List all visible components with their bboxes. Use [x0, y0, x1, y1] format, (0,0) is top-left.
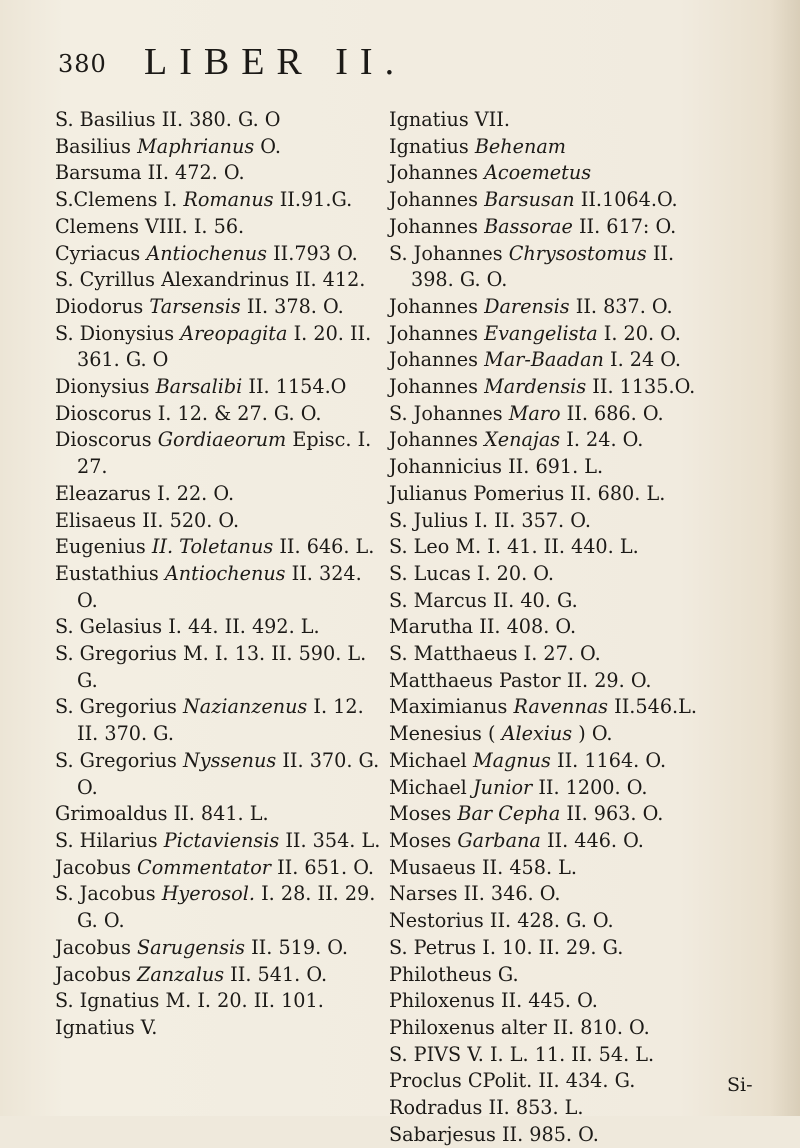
entry-references: II. 680. L. — [570, 481, 666, 505]
entry-references: II. 853. L. — [488, 1096, 584, 1120]
index-entry — [55, 401, 385, 428]
page-number: 380 — [58, 50, 107, 78]
entry-name: S.Clemens I. — [55, 188, 178, 212]
entry-references: O. — [260, 134, 281, 158]
entry-references: II. 324. O. — [77, 561, 362, 612]
entry-epithet: Tarsensis — [149, 294, 241, 318]
entry-references: II.793 O. — [273, 241, 358, 265]
index-entry — [55, 241, 385, 268]
entry-references: II. 472. O. — [147, 161, 245, 185]
entry-epithet: Barsalibi — [155, 375, 243, 399]
entry-name: Jacobus — [55, 962, 131, 986]
index-entry — [389, 908, 719, 935]
index-entry — [55, 614, 385, 641]
index-entry — [55, 641, 385, 694]
entry-name: Johannes — [389, 161, 478, 185]
entry-name: Johannicius — [389, 455, 502, 479]
index-entry — [55, 561, 385, 614]
entry-name: S. Gregorius — [55, 695, 177, 719]
index-entry — [389, 481, 719, 508]
entry-name: S. Gelasius — [55, 615, 163, 639]
entry-references: II. 446. O. — [546, 828, 644, 852]
index-entry — [389, 694, 719, 721]
entry-epithet: Nazianzenus — [182, 695, 308, 719]
entry-epithet: Chrysostomus — [508, 241, 647, 265]
index-entry — [55, 107, 385, 134]
entry-name: Basilius — [55, 134, 132, 158]
entry-references: II. 841. L. — [173, 802, 269, 826]
index-entry — [389, 668, 719, 695]
entry-name: Johannes — [389, 188, 478, 212]
entry-references: I. 12. & 27. G. O. — [157, 401, 322, 425]
index-entry — [389, 401, 719, 428]
index-entry — [389, 588, 719, 615]
entry-name: Sabarjesus — [389, 1122, 496, 1146]
index-entry — [389, 347, 719, 374]
entry-name: Ignatius — [389, 134, 469, 158]
entry-references: I. 22. O. — [156, 481, 235, 505]
index-entry — [55, 534, 385, 561]
index-entry — [55, 481, 385, 508]
index-entry — [389, 1015, 719, 1042]
entry-references: II. 520. O. — [142, 508, 240, 532]
entry-references: II. 370. G. O. — [77, 748, 380, 799]
entry-name: Moses — [389, 828, 452, 852]
index-entry — [389, 828, 719, 855]
entry-epithet: Darensis — [484, 294, 570, 318]
entry-epithet: Areopagita — [180, 321, 288, 345]
entry-epithet: Bar Cepha — [457, 802, 561, 826]
entry-name: S. Johannes — [389, 401, 503, 425]
entry-name: Jacobus — [55, 935, 131, 959]
index-entry — [55, 801, 385, 828]
entry-references: ) O. — [578, 722, 613, 746]
index-entry — [55, 134, 385, 161]
entry-epithet: Nyssenus — [182, 748, 277, 772]
index-entry — [55, 187, 385, 214]
entry-name: S. Basilius — [55, 108, 156, 131]
entry-references: II. 354. L. — [285, 828, 381, 852]
entry-references: II. 1135.O. — [592, 375, 696, 399]
entry-name: S. Hilarius — [55, 828, 158, 852]
entry-name: Johannes — [389, 375, 478, 399]
index-entry — [55, 294, 385, 321]
index-entry — [55, 427, 385, 480]
entry-name: S. Dionysius — [55, 321, 175, 345]
entry-references: II. 519. O. — [251, 935, 348, 959]
index-entry — [389, 241, 719, 294]
entry-references: II. 617: O. — [578, 214, 677, 238]
entry-references: I. 12. II. 370. G. — [77, 695, 364, 746]
index-entry — [389, 294, 719, 321]
entry-references: G. — [497, 962, 519, 986]
entry-epithet: Acoemetus — [484, 161, 592, 185]
index-entry — [389, 214, 719, 241]
entry-name: Johannes — [389, 294, 478, 318]
index-entry — [55, 214, 385, 241]
entry-name: Rodradus — [389, 1096, 483, 1120]
entry-name: S. Lucas — [389, 561, 471, 585]
entry-references: II. 1154.O — [248, 375, 347, 399]
entry-references: II. 963. O. — [566, 802, 664, 826]
entry-references: II. 412. — [295, 268, 366, 292]
entry-epithet: Sarugensis — [137, 935, 245, 959]
entry-name: Eustathius — [55, 561, 159, 585]
index-entry — [55, 988, 385, 1015]
entry-name: Elisaeus — [55, 508, 137, 532]
index-entry — [389, 988, 719, 1015]
index-entry — [389, 962, 719, 989]
entry-name: Michael — [389, 748, 467, 772]
entry-name: Proclus CPolit. — [389, 1069, 533, 1093]
entry-epithet: Romanus — [183, 188, 274, 212]
index-entry — [389, 427, 719, 454]
entry-epithet: Pictaviensis — [163, 828, 280, 852]
entry-references: II.91.G. — [279, 188, 353, 212]
entry-epithet: Maphrianus — [137, 134, 255, 158]
entry-references: I. 28. II. 29. G. O. — [77, 882, 376, 933]
entry-name: Johannes — [389, 214, 478, 238]
entry-name: Dioscorus — [55, 428, 152, 452]
entry-references: I. 20. O. — [603, 321, 681, 345]
entry-epithet: Mar-Baadan — [484, 348, 604, 372]
entry-name: Clemens — [55, 214, 139, 238]
index-entry — [55, 160, 385, 187]
entry-name: S. Julius I. — [389, 508, 488, 532]
entry-epithet: Behenam — [474, 134, 566, 158]
entry-references: II. 541. O. — [230, 962, 328, 986]
index-entry — [389, 1068, 719, 1095]
entry-name: S. Leo M. — [389, 535, 482, 559]
entry-name: Maximianus — [389, 695, 508, 719]
index-entry — [389, 160, 719, 187]
entry-name: Menesius ( — [389, 722, 496, 746]
index-entry — [389, 614, 719, 641]
index-entry — [389, 134, 719, 161]
entry-name: S. Gregorius M. — [55, 642, 209, 666]
entry-name: Philoxenus alter — [389, 1015, 547, 1039]
entry-references: Episc. I. 27. — [77, 428, 372, 479]
entry-name: Barsuma — [55, 161, 142, 185]
entry-epithet: Alexius — [501, 722, 573, 746]
index-entry — [389, 775, 719, 802]
entry-name: Philotheus — [389, 962, 492, 986]
left-column — [55, 107, 385, 1042]
entry-epithet: Garbana — [457, 828, 541, 852]
entry-name: Nestorius — [389, 909, 484, 933]
entry-name: Ignatius VII. — [389, 108, 510, 131]
entry-name: Diodorus — [55, 294, 144, 318]
entry-references: II. 29. O. — [566, 668, 652, 692]
index-entry — [55, 748, 385, 801]
entry-references: I. 27. O. — [523, 642, 601, 666]
entry-name: Cyriacus — [55, 241, 141, 265]
entry-references: VIII. I. 56. — [145, 214, 245, 238]
index-entry — [389, 107, 719, 134]
index-entry — [389, 801, 719, 828]
entry-name: Eugenius — [55, 535, 146, 559]
entry-epithet: Mardensis — [484, 375, 587, 399]
right-column — [389, 107, 719, 1148]
entry-references: II. 346. O. — [463, 882, 561, 906]
entry-name: Dionysius — [55, 375, 150, 399]
index-entry — [389, 321, 719, 348]
entry-name: S. Petrus — [389, 935, 477, 959]
entry-references: II.1064.O. — [580, 188, 678, 212]
entry-references: I. 24. O. — [566, 428, 644, 452]
index-entry — [389, 881, 719, 908]
entry-name: Michael — [389, 775, 467, 799]
entry-references: II. 686. O. — [566, 401, 664, 425]
entry-references: I. 20. II. 101. — [197, 989, 324, 1013]
entry-name: Musaeus — [389, 855, 476, 879]
index-entry — [389, 721, 719, 748]
index-entry — [55, 962, 385, 989]
entry-references: II. 40. G. — [492, 588, 578, 612]
entry-name: S. Marcus — [389, 588, 487, 612]
entry-references: II. 357. O. — [494, 508, 591, 532]
entry-name: Moses — [389, 802, 452, 826]
entry-epithet: Ravennas — [513, 695, 609, 719]
entry-references: II. 651. O. — [277, 855, 374, 879]
entry-references: I. 13. II. 590. L. G. — [77, 642, 367, 692]
running-title: LIBER II. — [144, 41, 407, 83]
entry-references: I. 20. II. 361. G. O — [77, 321, 372, 372]
index-entry — [55, 321, 385, 374]
entry-references: II. 1200. O. — [538, 775, 648, 799]
index-entry — [55, 855, 385, 882]
entry-references: II. 445. O. — [500, 989, 598, 1013]
entry-name: Ignatius V. — [55, 1015, 158, 1039]
entry-name: Matthaeus Pastor — [389, 668, 561, 692]
index-entry — [389, 935, 719, 962]
entry-references: II. 380. G. O — [161, 108, 281, 131]
index-entry — [55, 1015, 385, 1042]
entry-references: I. 20. O. — [476, 561, 555, 585]
entry-references: II. 985. O. — [501, 1122, 599, 1146]
entry-references: I. L. 11. II. 54. L. — [489, 1042, 655, 1066]
entry-references: II. 378. O. — [246, 294, 344, 318]
index-entry — [389, 855, 719, 882]
entry-references: II. 458. L. — [481, 855, 577, 879]
index-entry — [389, 1095, 719, 1122]
index-entry — [389, 641, 719, 668]
catchword: Si- — [727, 1074, 753, 1096]
entry-name: S. Cyrillus Alexandrinus — [55, 268, 290, 292]
index-entry — [55, 935, 385, 962]
entry-epithet: Junior — [472, 775, 533, 799]
entry-references: II. 398. G. O. — [411, 241, 675, 292]
index-entry — [55, 694, 385, 747]
entry-name: Johannes — [389, 428, 478, 452]
page-header — [58, 40, 760, 90]
index-entry — [389, 454, 719, 481]
entry-epithet: Barsusan — [484, 188, 575, 212]
index-entry — [389, 374, 719, 401]
entry-references: II. 428. G. O. — [489, 909, 614, 933]
index-entry — [389, 748, 719, 775]
entry-name: S. PIVS V. — [389, 1042, 484, 1066]
entry-epithet: Commentator — [137, 855, 271, 879]
index-entry — [389, 1122, 719, 1148]
index-entry — [389, 187, 719, 214]
entry-name: Jacobus — [55, 855, 131, 879]
entry-name: Philoxenus — [389, 989, 495, 1013]
entry-epithet: II. Toletanus — [151, 535, 274, 559]
entry-epithet: Maro — [508, 401, 561, 425]
page-edge-shadow — [770, 0, 800, 1116]
index-entry — [55, 828, 385, 855]
entry-epithet: Hyerosol. — [161, 882, 255, 906]
entry-name: S. Ignatius M. — [55, 989, 192, 1013]
entry-name: Julianus Pomerius — [389, 481, 565, 505]
entry-references: II. 1164. O. — [556, 748, 667, 772]
entry-references: I. 24 O. — [610, 348, 681, 372]
entry-references: II. 408. O. — [479, 615, 577, 639]
entry-name: Johannes — [389, 348, 478, 372]
entry-name: S. Jacobus — [55, 882, 156, 906]
entry-epithet: Antiochenus — [146, 241, 267, 265]
entry-name: S. Matthaeus — [389, 642, 518, 666]
index-entry — [389, 508, 719, 535]
entry-name: Marutha — [389, 615, 474, 639]
entry-epithet: Bassorae — [484, 214, 573, 238]
index-entry — [55, 267, 385, 294]
entry-epithet: Gordiaeorum — [157, 428, 287, 452]
entry-name: Eleazarus — [55, 481, 151, 505]
entry-name: S. Gregorius — [55, 748, 177, 772]
entry-epithet: Antiochenus — [164, 561, 286, 585]
entry-name: Grimoaldus — [55, 802, 168, 826]
index-entry — [389, 534, 719, 561]
entry-references: I. 41. II. 440. L. — [487, 535, 639, 559]
index-entry — [55, 374, 385, 401]
entry-references: II. 691. L. — [508, 455, 604, 479]
entry-references: II.546.L. — [614, 695, 697, 719]
entry-name: Dioscorus — [55, 401, 152, 425]
entry-references: II. 837. O. — [575, 294, 673, 318]
entry-epithet: Magnus — [472, 748, 551, 772]
index-entry — [389, 1042, 719, 1069]
index-entry — [55, 508, 385, 535]
entry-references: II. 810. O. — [552, 1015, 650, 1039]
entry-epithet: Evangelista — [484, 321, 598, 345]
entry-references: II. 434. G. — [538, 1069, 636, 1093]
entry-references: II. 646. L. — [279, 535, 375, 559]
entry-references: I. 44. II. 492. L. — [168, 615, 320, 639]
entry-name: Narses — [389, 882, 458, 906]
entry-epithet: Xenajas — [484, 428, 561, 452]
entry-name: Johannes — [389, 321, 478, 345]
index-entry — [389, 561, 719, 588]
entry-name: S. Johannes — [389, 241, 503, 265]
entry-references: I. 10. II. 29. G. — [482, 935, 624, 959]
entry-epithet: Zanzalus — [137, 962, 225, 986]
index-entry — [55, 881, 385, 934]
